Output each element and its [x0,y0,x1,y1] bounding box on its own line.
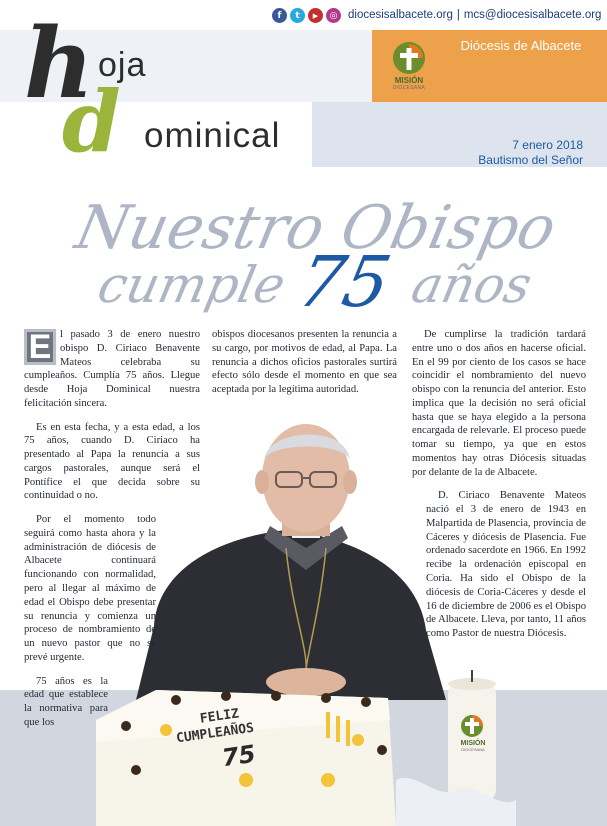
cake-text-cumpleanos: CUMPLEAÑOS [175,720,255,747]
mision-sub: DIOCESANA [392,85,426,91]
article-column-3 [412,328,586,651]
headline-line2-b: años [406,255,537,314]
mision-logo-text [384,76,434,91]
masthead-d-rest: ominical [144,116,281,155]
mision-word: MISIÓN [394,76,424,85]
col1-paragraph-2: Es en esta fecha, y a esta edad, a los 75 años, cuando D. Ciriaco ha presentado al Papa la renuncia a sus cargos pastorales, aunque será el Pontífice el que decida sobre su continuidad o no. [24,421,200,502]
col1-p1-text: l pasado 3 de enero nuestro obispo D. Ciriaco Benavente Mateos celebraba su cumpleaños. Cumplía 75 años. Llegue desde Hoja Dominical nuestra felicitación sincera. [24,329,200,409]
website-link[interactable]: diocesisalbacete.org [348,9,453,21]
twitter-icon[interactable]: t [290,8,305,23]
candle-sub: DIOCESANA [461,747,485,752]
social-icons [272,8,341,23]
diocese-name: Diócesis de Albacete [460,38,582,53]
instagram-icon[interactable]: ◎ [326,8,341,23]
masthead-h-rest: oja [98,46,147,84]
youtube-icon[interactable]: ▶ [308,8,323,23]
article-column-1 [24,328,200,740]
col2-paragraph-1: obispos diocesanos presenten la renuncia a su cargo, por motivos de edad, al Papa. La renuncia a dichos oficios pastorales surtirá efecto sólo desde el momento en que sea aceptada por la legítima autoridad. [212,329,397,396]
headline-line1: Nuestro Obispo [69,193,562,263]
link-separator: | [456,9,460,21]
headline-line2-a: cumple [92,255,291,314]
candle-word: MISIÓN [460,740,486,747]
cake-text-feliz: FELIZ [199,706,240,727]
col1-paragraph-3: Por el momento todo seguirá como hasta ahora y la administración de diócesis de Albacete continuará funcionando con normalidad, pero al llegar al máximo de edad el Obispo debe presentar su renuncia y comienza un proceso de nombramiento de un nuevo pastor que no se prevé urgente. [24,514,156,663]
cake-text-75: 75 [220,739,258,773]
drop-cap: E [24,329,56,365]
candle-logo-text [453,740,493,752]
facebook-icon[interactable]: f [272,8,287,23]
issue-date-block [478,138,583,168]
liturgical-feast: Bautismo del Señor [478,153,583,167]
masthead-d-letter: d [62,72,121,171]
header-links [348,9,601,21]
article-column-2 [212,328,397,407]
email-link[interactable]: mcs@diocesisalbacete.org [463,9,602,21]
col1-paragraph-1 [24,328,200,411]
col3-paragraph-1: De cumplirse la tradición tardará entre uno o dos años en hacerse oficial. En el 99 por ciento de los casos se hace coincidir el nombramiento del nuevo obispo con la renuncia del anterior. Esto implica que la decisión no será oficial hasta que se haya elegido a la persona encargada de relevarle. El proceso puede tomar su tiempo, ya que en estos momentos hay otras Diócesis situadas por delante de la de Albacete. [412,329,586,478]
col3-paragraph-2: D. Ciriaco Benavente Mateos nació el 3 de enero de 1943 en Malpartida de Plasencia, provincia de Cáceres y diócesis de Plasencia. Fue ordenado sacerdote en 1966. En 1992 recibe la ordenación episcopal en Coria. Ha sido el Obispo de la diócesis de Coria-Cáceres y desde el 16 de diciembre de 2006 es el Obispo de Albacete. Lleva, por tanto, 11 años como Pastor de nuestra Diócesis. [426,490,586,640]
headline-number: 75 [291,240,398,323]
masthead-h-letter: h [24,7,94,120]
col1-paragraph-4: 75 años es la edad que establece la normativa para que los [24,675,108,728]
headline [0,180,607,330]
issue-date: 7 enero 2018 [512,138,583,152]
